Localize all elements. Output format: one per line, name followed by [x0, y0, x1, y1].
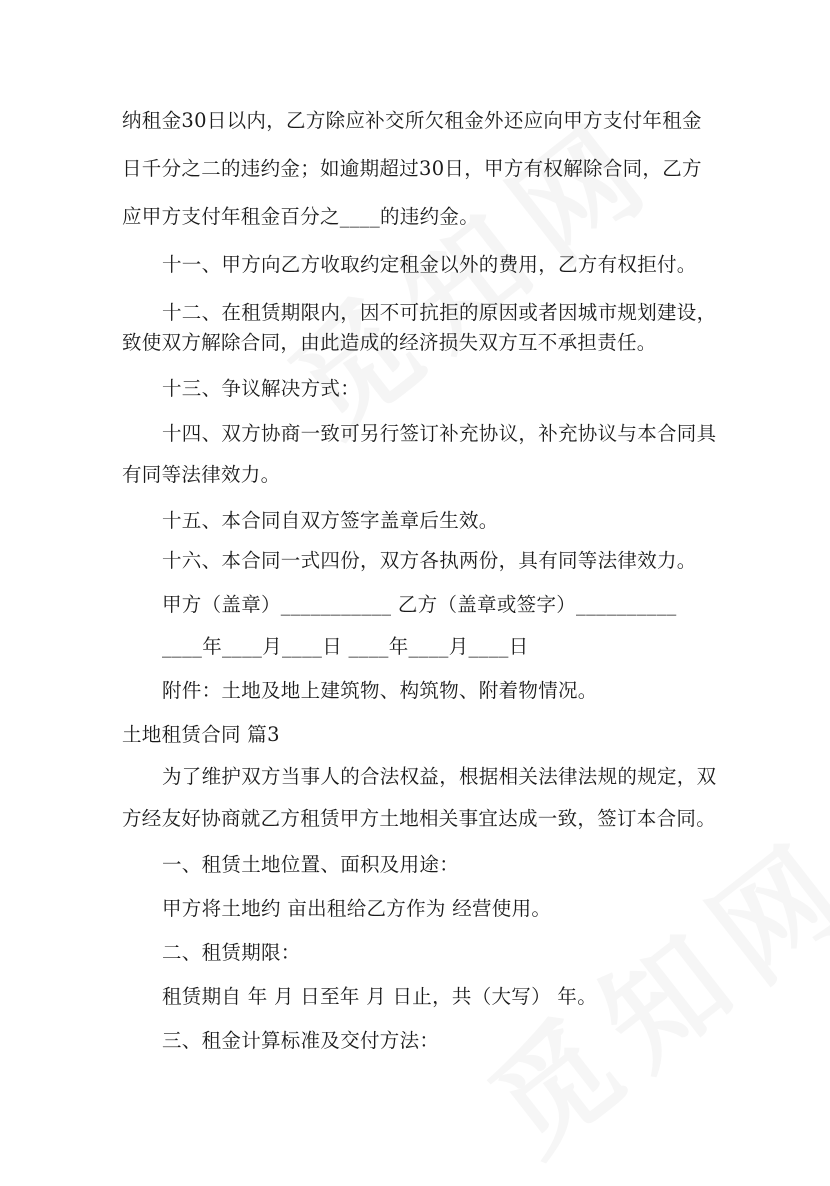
paragraph-line: 日千分之二的违约金；如逾期超过30日，甲方有权解除合同，乙方: [122, 157, 702, 180]
paragraph-line: 方经友好协商就乙方租赁甲方土地相关事宜达成一致，签订本合同。: [122, 807, 717, 830]
clause-13: 十三、争议解决方式：: [162, 377, 361, 400]
clause-2-body: 租赁期自 年 月 日至年 月 日止，共（大写） 年。: [162, 985, 597, 1008]
clause-3-heading: 三、租金计算标准及交付方法：: [162, 1029, 440, 1052]
clause-1-heading: 一、租赁土地位置、面积及用途：: [162, 853, 460, 876]
clause-14: 十四、双方协商一致可另行签订补充协议，补充协议与本合同具: [162, 422, 717, 445]
paragraph-line: 有同等法律效力。: [122, 463, 281, 486]
paragraph-line: 纳租金30日以内，乙方除应补交所欠租金外还应向甲方支付年租金: [122, 109, 702, 132]
clause-2-heading: 二、租赁期限：: [162, 941, 301, 964]
section-title: 土地租赁合同 篇3: [122, 723, 280, 746]
clause-12: 十二、在租赁期限内，因不可抗拒的原因或者因城市规划建设，: [162, 301, 717, 324]
date-line: ____年____月____日 ____年____月____日: [162, 635, 529, 658]
clause-1-body: 甲方将土地约 亩出租给乙方作为 经营使用。: [162, 897, 552, 920]
signature-line: 甲方（盖章）___________ 乙方（盖章或签字）__________: [162, 593, 677, 616]
clause-16: 十六、本合同一式四份，双方各执两份，具有同等法律效力。: [162, 549, 697, 572]
preamble: 为了维护双方当事人的合法权益，根据相关法律法规的规定，双: [162, 765, 717, 788]
clause-11: 十一、甲方向乙方收取约定租金以外的费用，乙方有权拒付。: [162, 253, 697, 276]
attachment-note: 附件：土地及地上建筑物、构筑物、附着物情况。: [162, 679, 598, 702]
paragraph-line: 致使双方解除合同，由此造成的经济损失双方互不承担责任。: [122, 331, 657, 354]
paragraph-line: 应甲方支付年租金百分之____的违约金。: [122, 205, 479, 228]
clause-15: 十五、本合同自双方签字盖章后生效。: [162, 509, 499, 532]
